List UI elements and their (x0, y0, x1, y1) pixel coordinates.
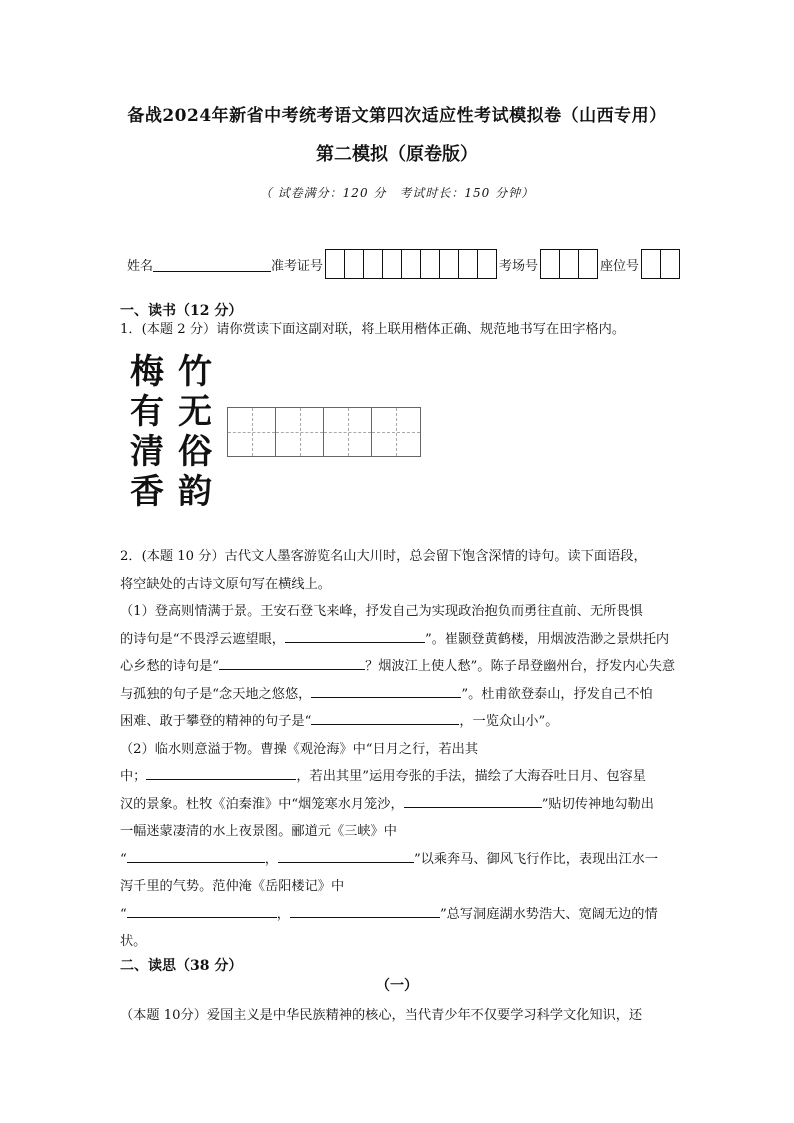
section1-heading: 一、读书（12 分） (120, 303, 243, 319)
exam-title: 备战2024年新省中考统考语文第四次适应性考试模拟卷（山西专用） (127, 106, 667, 126)
grid-cell[interactable] (372, 408, 420, 456)
room-label: 考场号 (499, 258, 539, 274)
question-2: 2．(本题 10 分）古代文人墨客游览名山大川时，总会留下饱含深情的诗句。读下面语段， 将空缺处的古诗文原句写在横线上。 （1）登高则情满于景。王安石登飞来峰，抒发自己为实现政治抱负而勇往直前、无所畏惧 的诗句是“不畏浮云遮望眼， ”。崔颢登黄鹤楼，用烟波浩渺之景烘托内 心乡愁的诗句是“ ？烟波江上使人愁”。陈子昂登幽州台，抒发内心失意 与孤独的句子是“念天地之悠悠， ”。杜甫欲登泰山，抒发自己不怕 困难、敢于攀登的精神的句子是“ ，一览众山小”。 （2）临水则意溢于物。曹操《观沧海》中“日月之行，若出其 中； ，若出其里”运用夸张的手法，描绘了大海吞吐日月、包容星 汉的景象。杜牧《泊秦淮》中“烟笼寒水月笼沙， ”贴切传神地勾勒出 一幅迷蒙凄清的水上夜景图。郦道元《三峡》中 “ ， ”以乘奔马、御风飞行作比，表现出江水一 泻千里的气势。范仲淹《岳阳楼记》中 “ ， ”总写洞庭湖水势浩大、宽阔无边的情 状。 (120, 549, 676, 949)
section2-part: （一） (376, 978, 418, 994)
section2-heading: 二、读思（38 分） (120, 958, 243, 974)
couplet-right: 竹 无 俗 韵 (178, 352, 212, 512)
answer-blank[interactable] (278, 846, 414, 863)
couplet-left: 梅 有 清 香 (130, 352, 164, 512)
question-1: 1．(本题 2 分）请你赏读下面这副对联，将上联用楷体正确、规范地书写在田字格内。 (120, 322, 626, 337)
seat-boxes[interactable] (641, 249, 680, 279)
room-boxes[interactable] (540, 249, 598, 279)
name-field[interactable] (153, 257, 271, 272)
exam-id-label: 准考证号 (271, 258, 324, 274)
exam-meta: （ 试卷满分：120 分 考试时长：150 分钟） (259, 186, 535, 200)
grid-cell[interactable] (324, 408, 372, 456)
answer-blank[interactable] (146, 763, 296, 780)
grid-cell[interactable] (276, 408, 324, 456)
answer-blank[interactable] (311, 708, 459, 725)
answer-blank[interactable] (311, 681, 461, 698)
exam-subtitle-version: 第二模拟（原卷版） (316, 144, 478, 165)
answer-blank[interactable] (127, 846, 265, 863)
exam-id-boxes[interactable] (325, 249, 497, 279)
answer-blank[interactable] (219, 653, 365, 670)
answer-blank[interactable] (285, 626, 425, 643)
section2-intro: （本题 10分）爱国主义是中华民族精神的核心，当代青少年不仅要学习科学文化知识，还 (120, 1008, 643, 1023)
answer-blank[interactable] (290, 901, 440, 918)
name-label: 姓名 (127, 258, 154, 274)
candidate-info-line (127, 249, 682, 279)
grid-cell[interactable] (228, 408, 276, 456)
tianzige-grid[interactable] (227, 407, 421, 457)
answer-blank[interactable] (127, 901, 277, 918)
seat-label: 座位号 (600, 258, 640, 274)
answer-blank[interactable] (404, 791, 542, 808)
